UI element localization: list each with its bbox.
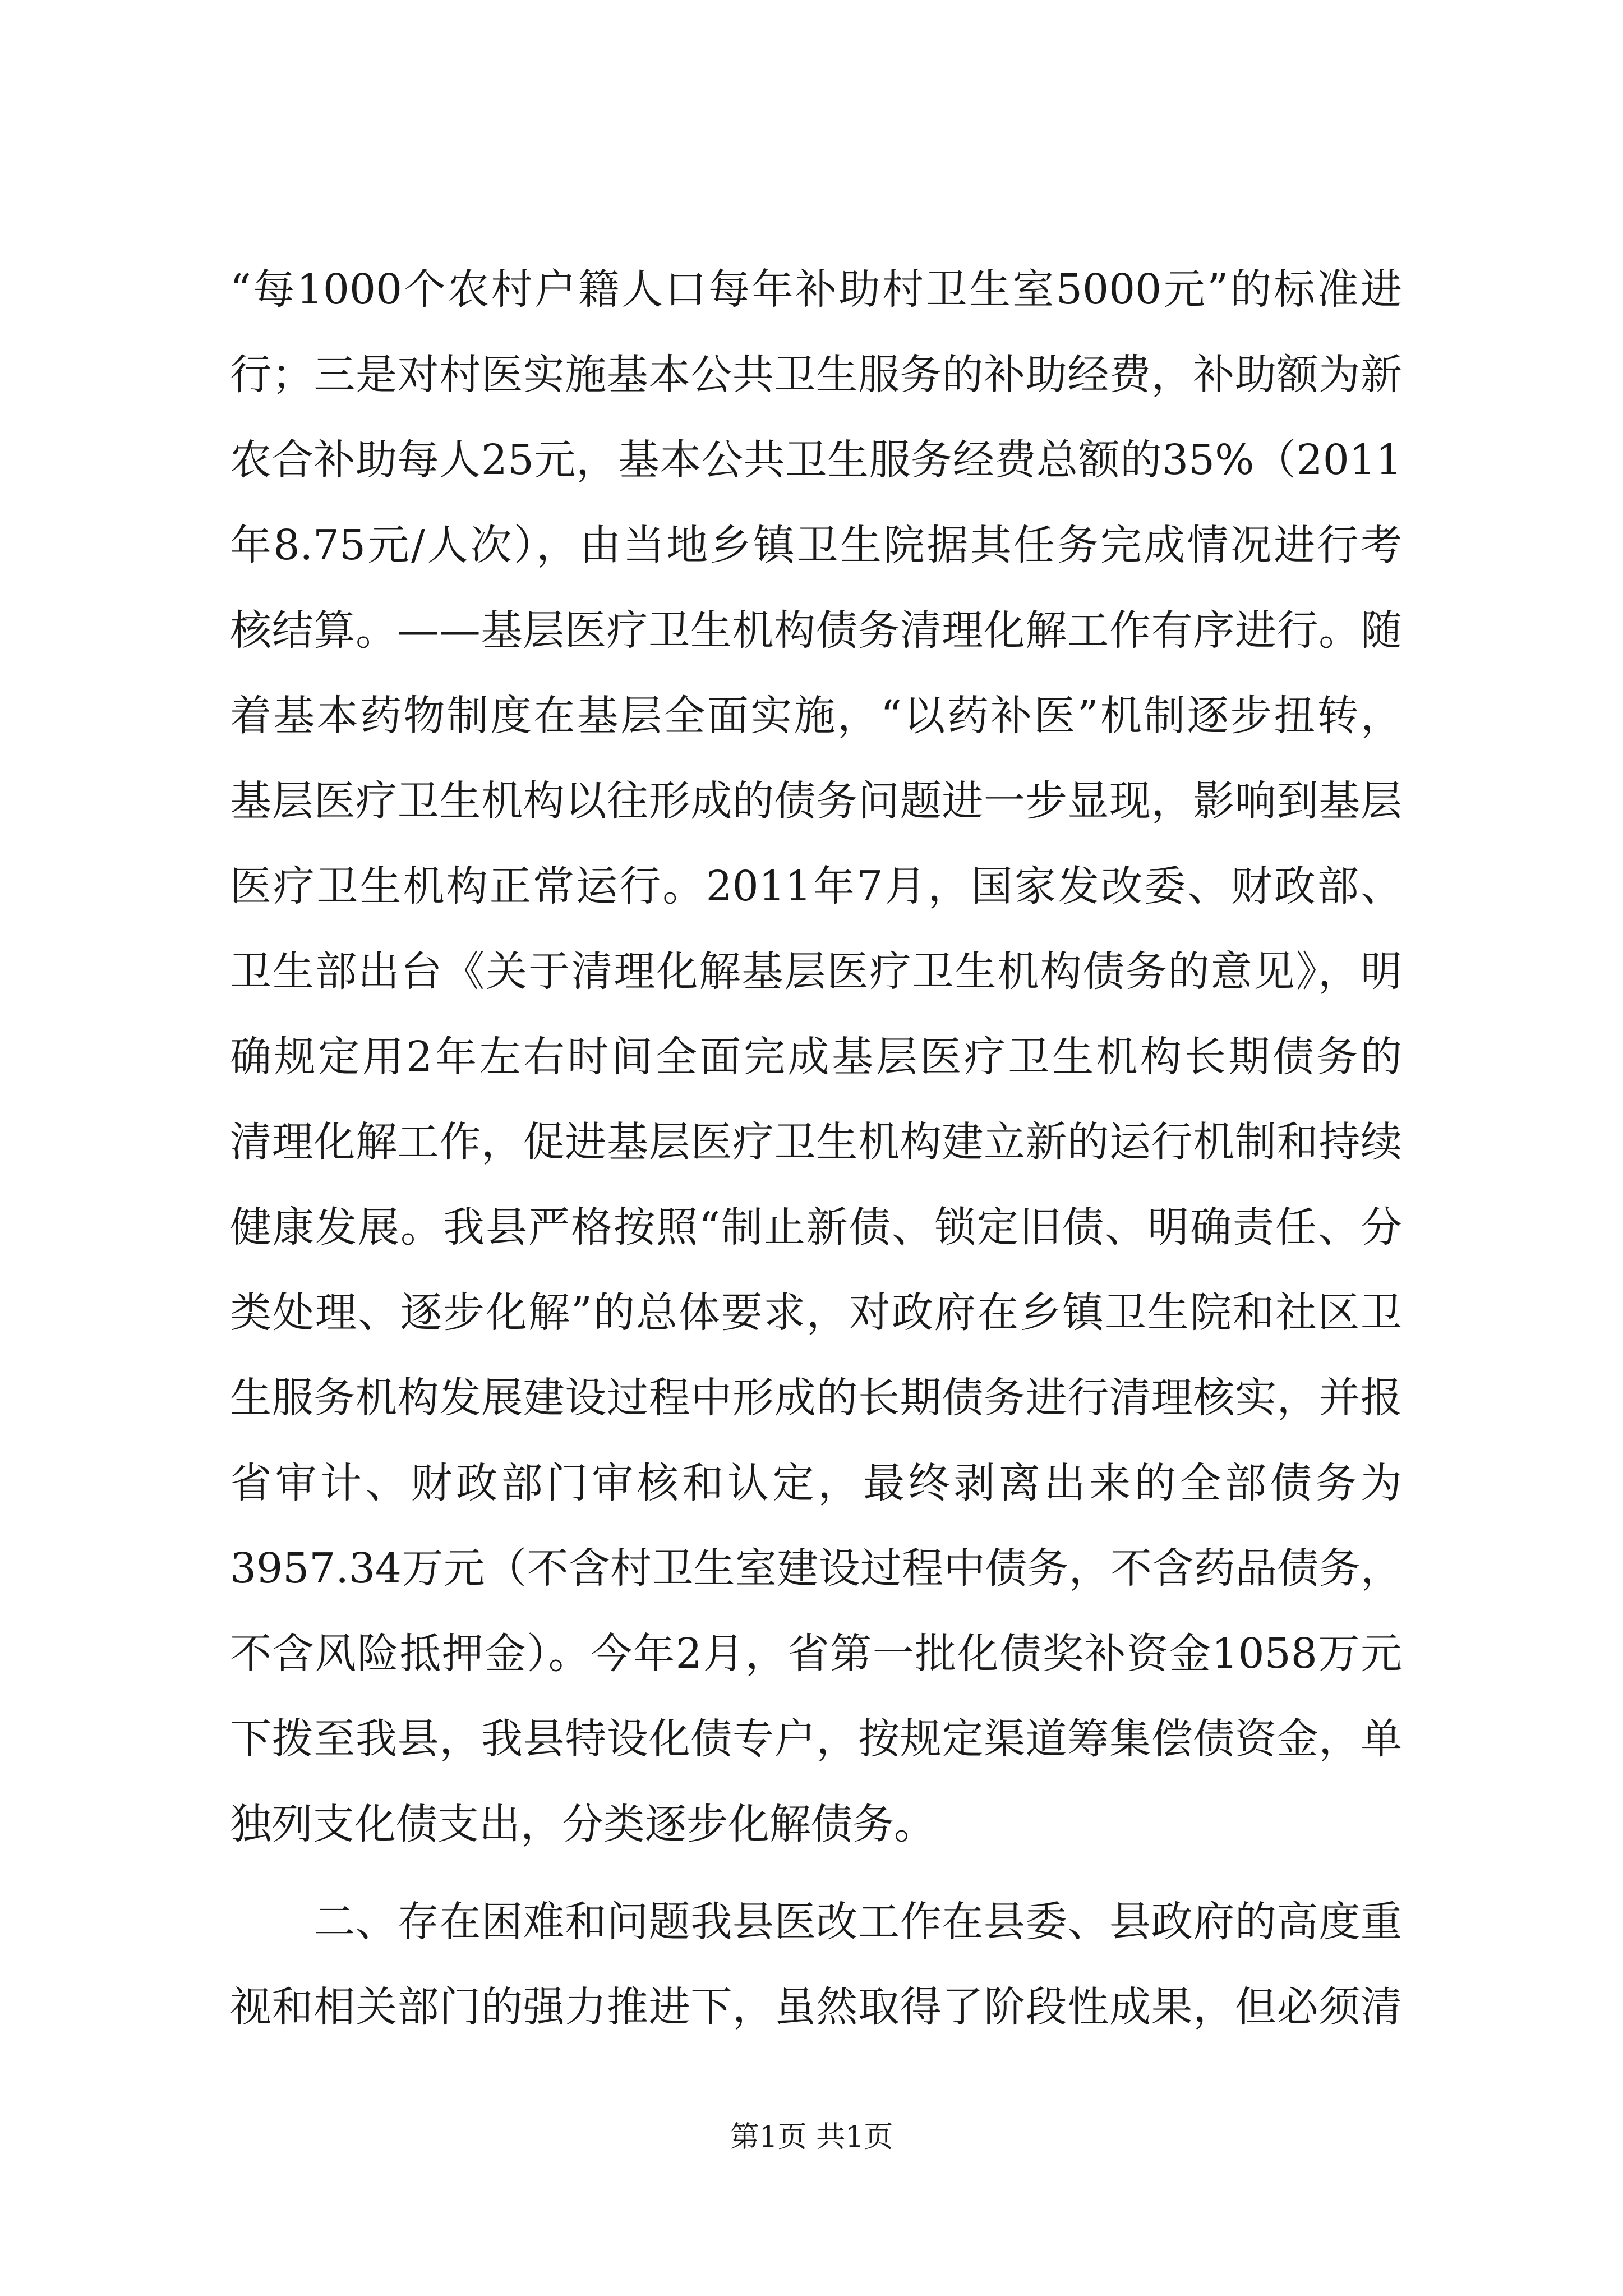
- text-line: 独列支化债支出，分类逐步化解债务。: [230, 1800, 935, 1848]
- text-line: 农合补助每人25元，基本公共卫生服务经费总额的35%（2011: [230, 436, 1402, 484]
- text-line: 类处理、逐步化解”的总体要求，对政府在乡镇卫生院和社区卫: [230, 1289, 1402, 1337]
- text-line: 不含风险抵押金）。今年2月，省第一批化债奖补资金1058万元: [230, 1630, 1402, 1678]
- text-line: 确规定用2年左右时间全面完成基层医疗卫生机构长期债务的: [230, 1033, 1402, 1081]
- text-line: 视和相关部门的强力推进下，虽然取得了阶段性成果，但必须清: [230, 1983, 1402, 2031]
- text-line: 生服务机构发展建设过程中形成的长期债务进行清理核实，并报: [230, 1374, 1402, 1422]
- paragraph-1: [230, 247, 1402, 1867]
- text-line: 清理化解工作，促进基层医疗卫生机构建立新的运行机制和持续: [230, 1118, 1402, 1166]
- page-number-label: 第1页 共1页: [730, 2120, 893, 2154]
- paragraph-2: [230, 1879, 1402, 2050]
- page-footer: [0, 2118, 1623, 2157]
- text-line: 医疗卫生机构正常运行。2011年7月，国家发改委、财政部、: [230, 862, 1402, 910]
- text-line: 健康发展。我县严格按照“制止新债、锁定旧债、明确责任、分: [230, 1203, 1402, 1251]
- paragraph-spacing: [230, 1867, 1402, 1879]
- text-line: 基层医疗卫生机构以往形成的债务问题进一步显现，影响到基层: [230, 777, 1402, 825]
- text-line: 二、存在困难和问题我县医改工作在县委、县政府的高度重: [230, 1898, 1402, 1946]
- text-line: 年8.75元/人次），由当地乡镇卫生院据其任务完成情况进行考: [230, 521, 1402, 569]
- text-line: 下拨至我县，我县特设化债专户，按规定渠道筹集偿债资金，单: [230, 1715, 1402, 1763]
- text-line: 行；三是对村医实施基本公共卫生服务的补助经费，补助额为新: [230, 351, 1402, 399]
- text-line: “每1000个农村户籍人口每年补助村卫生室5000元”的标准进: [230, 265, 1402, 314]
- text-line: 卫生部出台《关于清理化解基层医疗卫生机构债务的意见》，明: [230, 947, 1402, 996]
- body-text: [230, 247, 1402, 2050]
- text-line: 省审计、财政部门审核和认定，最终剥离出来的全部债务为: [230, 1459, 1402, 1507]
- text-line: 着基本药物制度在基层全面实施，“以药补医”机制逐步扭转，: [230, 692, 1402, 740]
- text-line: 核结算。——基层医疗卫生机构债务清理化解工作有序进行。随: [230, 606, 1402, 655]
- text-line: 3957.34万元（不含村卫生室建设过程中债务，不含药品债务，: [230, 1544, 1402, 1593]
